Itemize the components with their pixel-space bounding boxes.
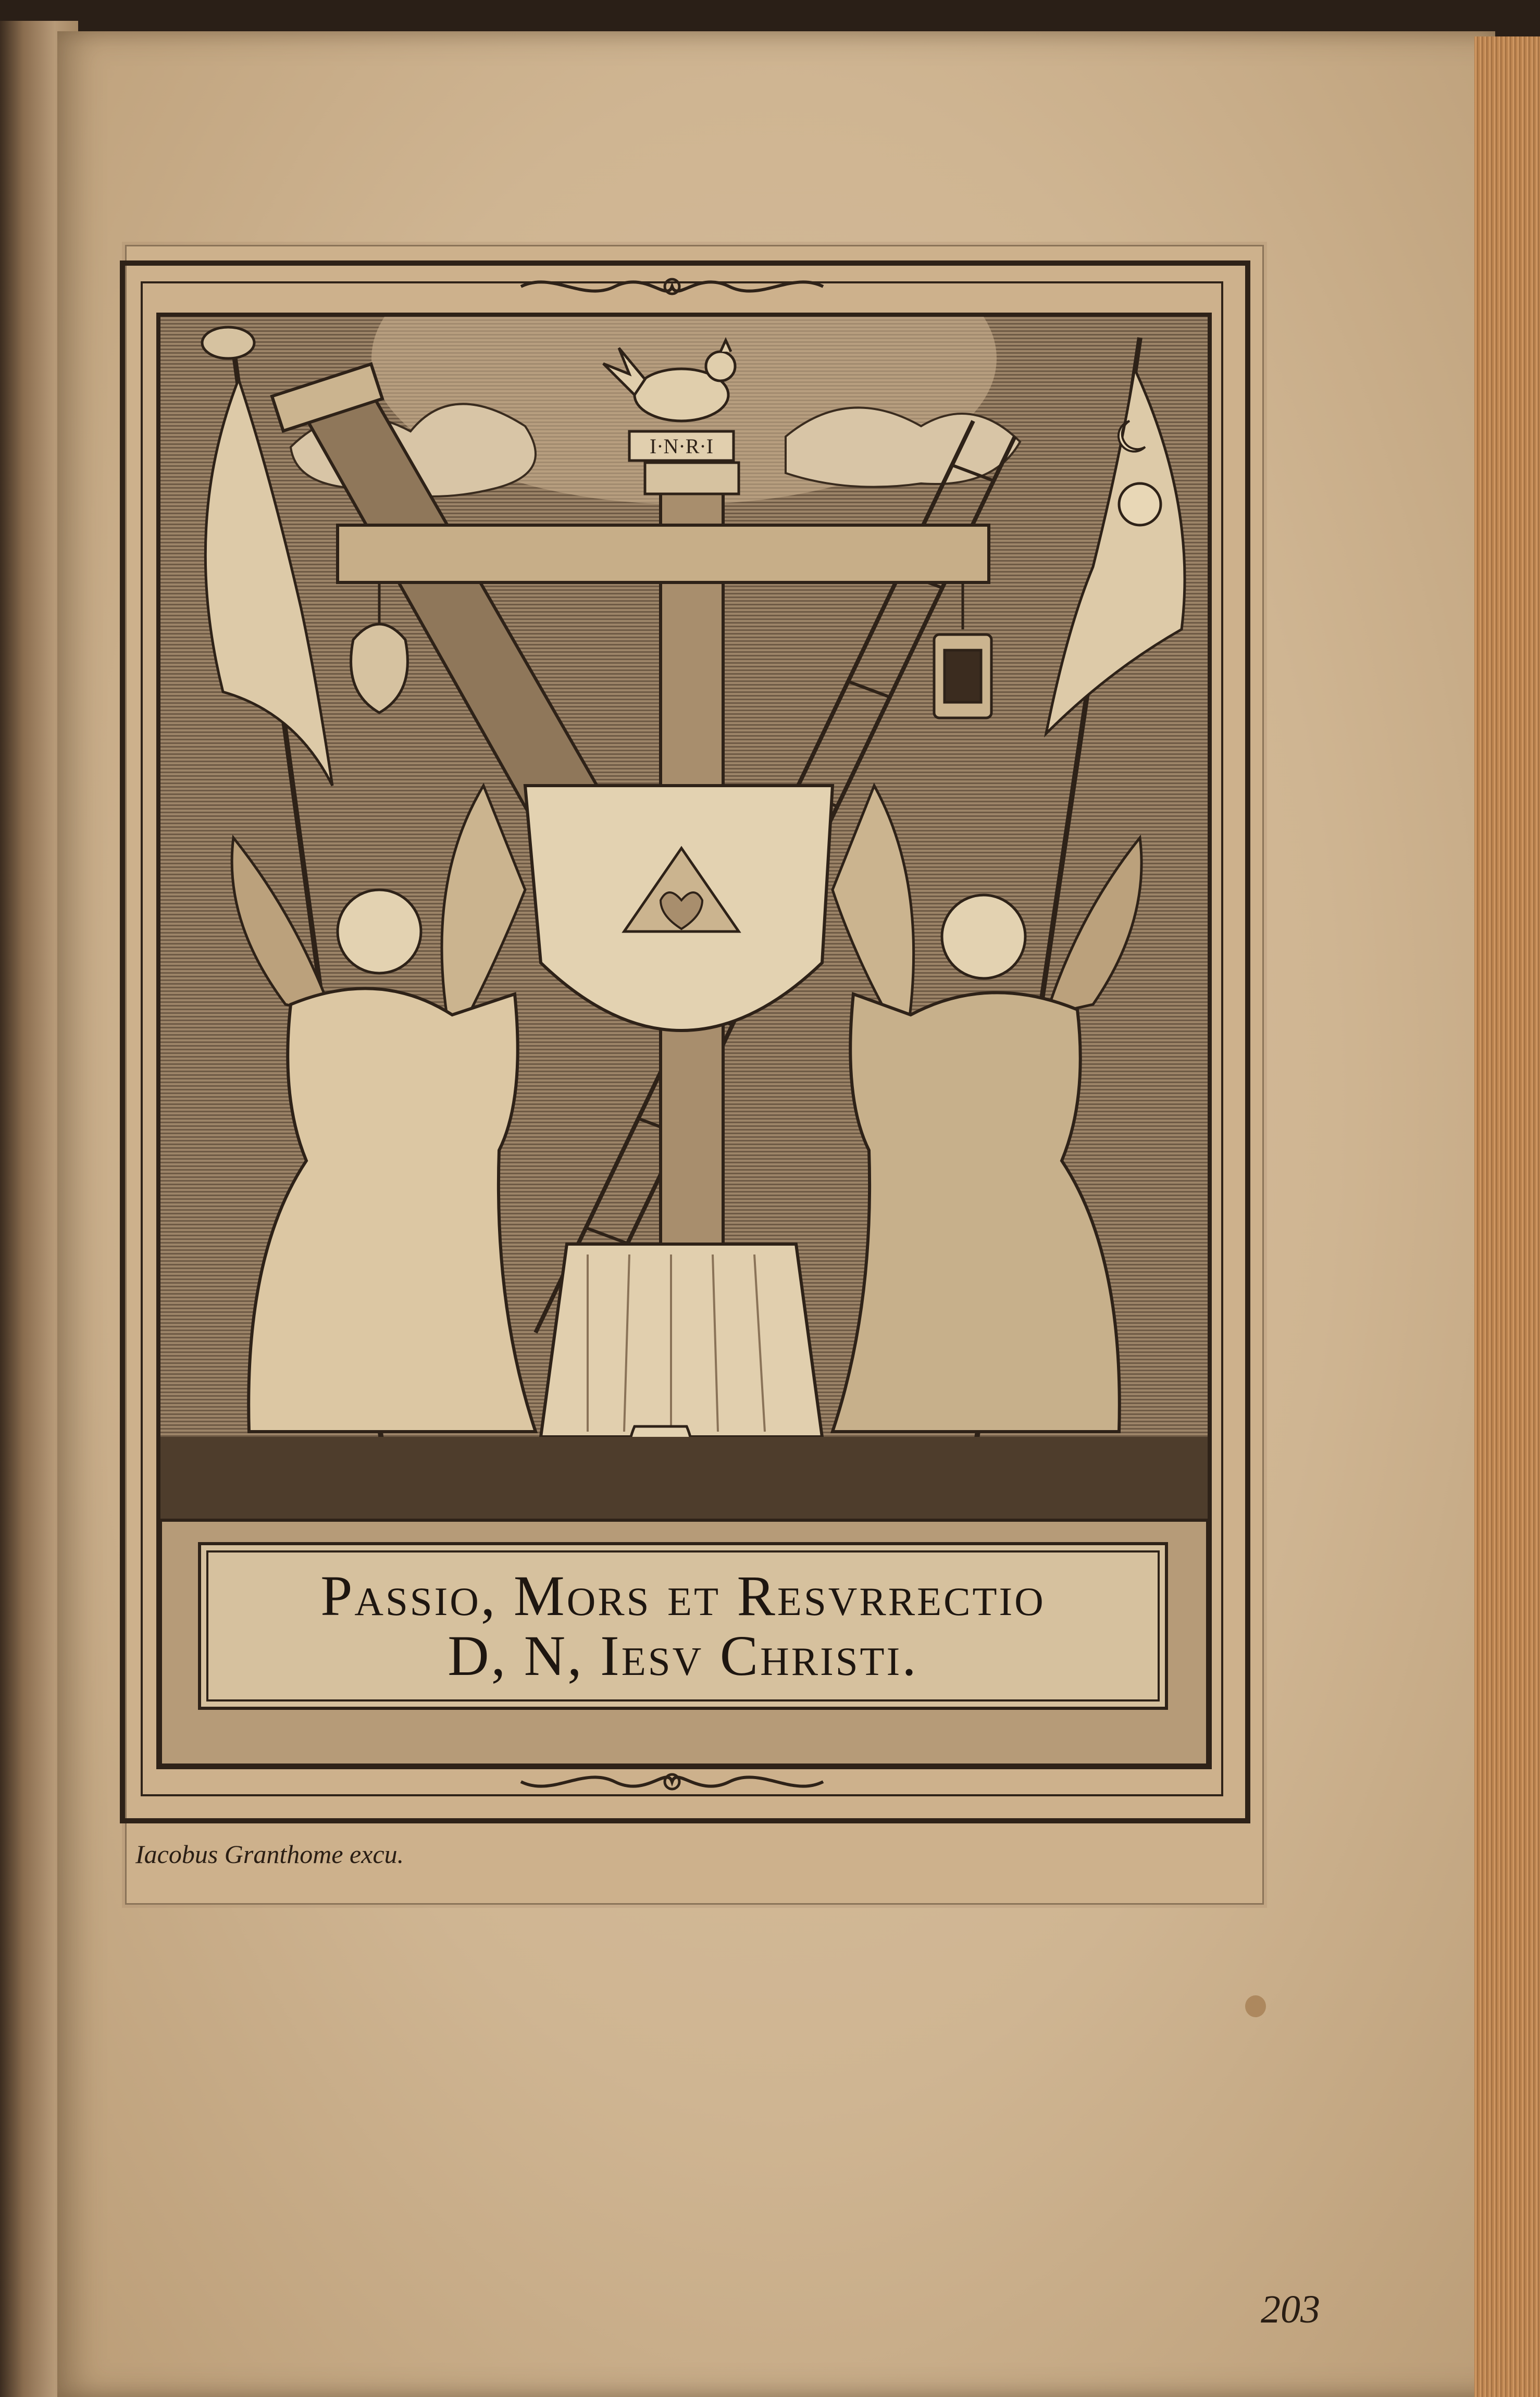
title-line-1: Passio, Mors et Resvrrectio: [320, 1563, 1046, 1628]
shield-icon: [525, 786, 833, 1030]
engraver-signature: Iacobus Granthome excu.: [135, 1840, 404, 1869]
fore-edge: [1474, 36, 1540, 2397]
angel-right-icon: [833, 786, 1141, 1432]
lantern-icon: [934, 582, 991, 718]
title-cartouche: [198, 1542, 1168, 1710]
inri-label: I·N·R·I: [649, 434, 714, 458]
purse-icon: [351, 582, 408, 713]
foxing-spot: [1245, 1995, 1266, 2017]
angel-left-icon: [232, 786, 536, 1432]
sun-icon: [1119, 483, 1161, 525]
bottom-scroll-ornament-icon: [511, 1766, 834, 1797]
draped-altar-icon: [541, 1244, 822, 1437]
top-scroll-ornament-icon: [511, 271, 834, 302]
title-line-2: D, N, Iesv Christi.: [448, 1624, 918, 1687]
folio-number: 203: [1261, 2288, 1320, 2331]
